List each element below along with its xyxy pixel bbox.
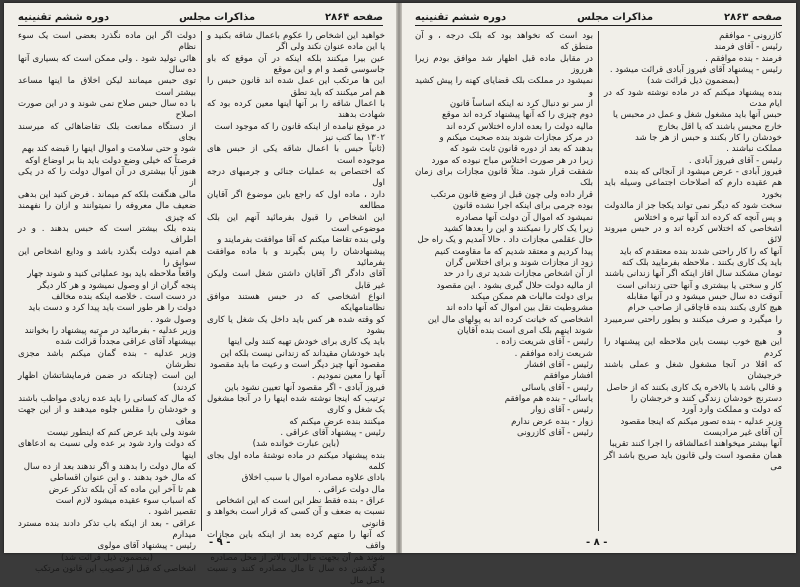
text-line: با ده سال حبس صلاح نمی شوند و در این صورت اصلاح xyxy=(18,99,196,121)
text-line: شوند هم آن بجهت مال این بالاتر از محل مصادره xyxy=(210,552,385,563)
text-line: مالی هنگفت بلکه کم میماند . فرض کنید این بدهی xyxy=(17,189,196,200)
text-line: وزیر عدلیه - بنده گمان میکنم باشد مجزی نظرشان xyxy=(18,348,196,370)
text-line: فرمند - بنده موافقم . xyxy=(705,53,782,64)
text-line: رئیس - پیشنهاد آقای عراقی . xyxy=(280,428,385,439)
text-line: هم تا آخر این ماده که آن بلکه تذکر عرض xyxy=(48,484,196,495)
text-line: که مال دولت را بدهند و اگر ندهند بعد از ده سال xyxy=(23,462,196,473)
text-line: فرصتاً که خیلی وضع دولت باید بنا بر اوضاع اوکه xyxy=(24,155,196,166)
text-line: کازرونی - موافقم xyxy=(719,31,782,41)
text-line: آنها را معین نمودیم . xyxy=(311,371,385,382)
text-line: یاسائی - بنده هم موافقم xyxy=(504,394,593,404)
text-line: از سر نو دنبال کرد نه اینکه اساساً قانون xyxy=(449,99,593,110)
text-line: (بمضمون ذیل قرائت شد) xyxy=(61,552,153,563)
right-page-folio: - ۸ - xyxy=(586,537,608,548)
text-line: فیروز آبادی - عرض میشود از آنجائی که بنده xyxy=(624,167,782,178)
text-line: مشروطیت نقل بین اموال که آنها داده اند xyxy=(446,303,593,314)
text-line: آنها بیشتر میخواهند اعمالشاقه را اجرا کنند تقریبا xyxy=(609,439,782,450)
text-line: مملکت نباشند . xyxy=(726,144,782,155)
text-line: باید یک کاری برای خودش تهیه کنند ولی اینها xyxy=(228,337,385,348)
left-page-left-column xyxy=(17,31,196,575)
text-line: شریعت زاده موافقم . xyxy=(514,348,593,359)
text-line: شوند اینهم بلک امری است بنده آقایان xyxy=(457,325,593,336)
text-line: پیدا کردیم و معتقد شدیم که ما مقاومت کنیم xyxy=(434,246,593,257)
text-line: خواهید این اشخاص را عکوم باعمال شاقه بکنید و یا این ماده عنوان نکند ولی اگر xyxy=(207,31,385,53)
text-line: افشار موافقم xyxy=(543,371,593,382)
text-line: دوم چیزی را که آنها پیشنهاد کرده اند موقع xyxy=(442,110,593,121)
text-line: دولت اگر این ماده نگذرد بعضی است یک سوء نظام xyxy=(18,31,196,53)
left-page-title: مذاکرات مجلس xyxy=(179,11,256,23)
left-page xyxy=(4,3,397,586)
text-line: هنوز آیا بیشتری در آن اموال دولت را که در یکی از xyxy=(18,167,196,189)
text-line: قرار داده ولی چون قبل از وضع قانون مرتکب xyxy=(430,189,593,200)
text-line: دولت را هر طور است باید پیدا کرد و دست باید xyxy=(28,303,196,314)
text-line: عراق - بنده فقط نظر این است که این اشخاص xyxy=(216,496,385,507)
text-line: آنوقت دہ سال حبس میشود و در آنها مقابله xyxy=(626,291,782,302)
text-line: عین بیرا میکنند بلکه اینکه در آن موقع که باو جاسوسی قصد و ام و این موقع xyxy=(207,53,385,76)
text-line: و قالی باشد یا بالاخره یک کاری بکنند که از حاصل xyxy=(606,382,782,393)
text-line: (باین عبارت خوانده شد) xyxy=(252,439,340,450)
text-line: اشخاصی که خیانت کرده اند به پولهای مال این xyxy=(427,314,593,325)
text-line: توی حبس میمانند لیکن اخلاق ما اینها مساعد بیشتر است xyxy=(18,76,196,98)
text-line: (بمضمون ذیل قرائت شد) xyxy=(647,76,739,87)
text-line: رئیس - آقای فرمند xyxy=(714,42,782,53)
text-line: این است (چنانکه در ضمن فرمایشاتشان اظهار کردند) xyxy=(18,371,196,393)
text-line: بنده بلک بیشتر است که حبس بدهند . و در اطراف xyxy=(18,223,196,246)
text-line: و گذشتن ده سال تا مال مصادره کنند و نسبت باصل مال xyxy=(207,564,385,586)
text-line: شفقت قرار شود. مثلاً قانون مجازات برای زمان بلک xyxy=(415,167,593,189)
text-line: باید خودشان مقیداند که زندانی نیست بلکه این xyxy=(220,348,385,359)
text-line: مقصود آنها چیز دیگر است و رعیت ما باید مقصود xyxy=(209,359,385,370)
text-line: کار و سختی یا بیشتری و آنها حتی زندانی است xyxy=(616,280,782,291)
text-line: و خودشان را مقلس جلوه میدهند و از این جهت معاف xyxy=(18,405,196,427)
text-line: شود و حتی سلامت و اموال اینها را قبضه کند بهم xyxy=(21,144,196,155)
right-page xyxy=(401,3,796,553)
column-divider xyxy=(201,31,202,531)
text-line: خودشان را کار بکنند و حبس از هر جا شد xyxy=(635,133,782,144)
text-line: در مقابل ماده قبل اظهار شد موافق بودم زیرا هرروز xyxy=(415,53,593,76)
text-line: بپیشنهاد آقای عراقی مجدداً قرائت شده xyxy=(55,337,196,348)
left-page-number: صفحه ۲۸۶۴ xyxy=(324,11,383,23)
text-line: پنجه گران از او وصول نمیشود و هر کار دیگر xyxy=(37,280,196,291)
right-page-number: صفحه ۲۸۶۳ xyxy=(723,11,782,23)
text-line: بادای علاوه مصادره اموال با سبب اخلاق xyxy=(241,473,385,484)
text-line: در مرکز مجازات شوند بنده صحبت میکنم و xyxy=(439,133,593,144)
text-line: ضعیف مال معروفه را نمیتوانند و ازان را نفهمند که چیزی xyxy=(18,201,196,223)
text-line: زوار - بنده عرض ندارم xyxy=(511,416,593,427)
text-line: در دست است . خلاصه اینکه بنده مخالف xyxy=(51,291,196,302)
text-line: نسبت به ضعف و آن کسی که قرار است بخواهد و قانونی xyxy=(207,507,385,529)
text-line: دسترنج خودشان زندگی کنند و خرجشان را xyxy=(630,394,782,404)
text-line: رئیس - آقای فیروز آبادی . xyxy=(688,155,782,166)
text-line: پیشنهادشان را پس بگیرند و با ماده موافقت بفرمائید xyxy=(207,246,385,268)
text-line: رئیس - آقای کازرونی xyxy=(517,428,593,439)
text-line: زود از مجازات شوند و برای اختلاس گران xyxy=(445,257,593,268)
text-line: حال عقلمی مجازات داد . حالا آمدیم و یک راه حل xyxy=(417,235,593,246)
text-line: رئیس - آقای افشار xyxy=(524,359,593,370)
text-line: برای دولت مالیات هم ممکن میکند xyxy=(470,291,593,302)
text-line: (ثانیاً حبس با اعمال شاقه یکی از حبس های موجوده است xyxy=(207,144,385,166)
text-line: آقای دادگر اگر آقایان داشتن شغل است ولیکن غیر قابل xyxy=(207,269,385,291)
text-line: شوند ولی باید عرض کنم که اینطور نیست xyxy=(47,428,196,439)
text-line: زیرا در هر صورت اختلاس مباح نبوده که مورد xyxy=(431,155,593,166)
text-line: که دولت و مملکت وارد آورد xyxy=(681,405,782,416)
left-page-right-column xyxy=(207,31,385,586)
text-line: تومان مشکند سال اقاز اینکه اگر آنها زندانی باشند xyxy=(604,269,782,280)
text-line: که اختصاص به عملیات جنائی و جرمیهای درجه اول xyxy=(207,167,385,189)
right-page-title: مذاکرات مجلس xyxy=(577,11,654,23)
text-line: رئیس - آقای یاسائی xyxy=(521,382,593,393)
text-line: زیرا یک کار را نمیکنند و این را بعدها کشید xyxy=(443,223,593,234)
text-line: که مال که کسانی را باید عده زیادی مواظب باشند xyxy=(18,394,196,404)
text-line: نمیشود که اموال آن دولت آنها مصادره xyxy=(455,212,593,223)
right-page-header xyxy=(415,9,782,26)
text-line: این هیچ خوب نیست باین ملاحظه این پیشنهاد را کردم xyxy=(604,337,782,359)
right-page-left-column xyxy=(415,31,593,531)
text-line: حبس آنها باید مشغول شغل و عمل در محبس یا xyxy=(612,110,782,121)
text-line: رئیس - پیشنهاد آقای فیروز آبادی قرائت میشود . xyxy=(609,65,782,76)
text-line: بوده جرمی برای اینکه اجرا نشده قانون xyxy=(452,201,593,212)
text-line: بنده پیشنهاد میکنم در ماده نوشتهٔ ماده اول بجای کلمه xyxy=(207,450,385,473)
text-line: کو وقته شده هر کس باید داخل یک شغل یا کاری بشود xyxy=(207,314,385,336)
text-line: اشخاصی که اختلاس کرده اند و در حبس میروند لائق xyxy=(604,223,782,246)
text-line: آنها که را کار راحتی شدند بنده معتقدم که باید xyxy=(619,246,782,257)
text-line: تقصیر اشود . xyxy=(148,507,196,518)
text-line: آن آقای غیر مرادیست xyxy=(703,428,782,439)
text-line: وزیر عدلیه - بفرمائید در مرتبه پیشنهاد را بخوانند xyxy=(24,325,196,336)
text-line: مال دولت عراقی . xyxy=(318,484,385,495)
text-line: بدهند که بعد از دوره قانون ثابت شود که xyxy=(449,144,593,155)
text-line: هم امنیه دولت بگذرد باشد و ودایع اشخاص این سوابق را xyxy=(18,246,196,268)
text-line: وصول شود . xyxy=(150,314,196,325)
text-line: این اشخاص را قبول بفرمائید آنهم این بلک موضوعی است xyxy=(207,212,385,234)
column-divider xyxy=(598,31,599,531)
text-line: اشخاصی که قبل از تصویب این قانون مرتکب xyxy=(34,564,196,575)
text-line: ۱۳۰۲ بما کتب نیز xyxy=(323,133,385,144)
text-line: که آنها را متهم کرده بعد از اینکه باین مجازات واقف xyxy=(207,530,385,552)
text-line: رئیس - آقای زوار xyxy=(530,405,593,416)
text-line: ترتیب که اینجا نوشته شده اینها را در آنجا مشغول یک شغل و کاری xyxy=(207,394,385,416)
text-line: مالیه دولت را بعده اداره اختلاس کرده اند xyxy=(446,121,593,132)
left-page-folio: - ۹ - xyxy=(209,537,231,548)
right-page-session: دوره ششم تقنینیه xyxy=(415,11,507,23)
text-line: از مالیه دولت حلال گیری بشود . این مقصود xyxy=(436,280,593,291)
text-line: و پس آنچه که کرده اند آنها تیره و اختلاس xyxy=(634,212,782,223)
text-line: نمیشود در مملکت بلک قضایای کهنه را پیش کشید و xyxy=(415,76,593,98)
text-line: واقعاً ملاحظه باید بود عملیاتی کنید و شوند جهار xyxy=(27,269,196,280)
text-line: در موقع نیامده از اینکه قانون را که موجود است xyxy=(214,121,385,132)
text-line: عراقی - بعد از اینکه باب تذکر دادند بنده مسترد میدارم xyxy=(18,518,196,541)
text-line: هیچ کاری بکنند بنده قاچاقی از صاحب حرام xyxy=(627,303,782,314)
text-line: میکنند بنده عرض میکنم که xyxy=(289,416,385,427)
text-line: ولی بنده تقاضا میکنم که آقا موافقت بفرمایند و xyxy=(217,235,385,246)
text-line: که دولت وارد شود بر عده ولی نسبت به ادعاهای اینها xyxy=(18,439,196,461)
text-line: خارج محبس باشند که یا اقل بخارج xyxy=(657,121,782,132)
text-line: از آن اشخاص مجازات شدید تری را در حد xyxy=(443,269,593,280)
text-line: از دستگاه ممانعت بلک تقاضاهائی که میرسند بجای xyxy=(18,121,196,144)
text-line: بنده پیشنهاد میکنم که در ماده نوشته شود که در ایام مدت xyxy=(604,87,782,110)
text-line: رئیس - پیشنهاد آقای مولوی xyxy=(97,541,196,552)
text-line: بود است که نخواهد بود که بلک درجه ، و آن منطق که xyxy=(415,31,593,53)
text-line: که مال خود بدهند . و این عنوان اقساطی xyxy=(50,473,196,484)
text-line: فیروز آبادی - اگر مقصود آنها تعیین نشود باین xyxy=(224,382,385,393)
text-line: باید یک کاری بکنند . ملاحظه بفرمایید بلک کنه xyxy=(621,257,782,268)
text-line: رئیس - آقای شریعت زاده . xyxy=(495,337,593,348)
text-line: انواع اشخاصی که در حبس هستند موافق نظامنامهایکه xyxy=(207,291,385,314)
book-spread xyxy=(4,3,796,586)
text-line: سخت شود که دیگر نمی تواند یکجا جز از مالدولت xyxy=(604,201,782,212)
text-line: دارد ، ماده اول که راجع باین موضوع اگر آقایان مطالعه xyxy=(207,189,385,212)
left-page-session: دوره ششم تقنینیه xyxy=(18,11,110,23)
text-line: هم عقیده دارم که اصلاحات اجتماعی وسیله باید بخورد xyxy=(604,178,782,200)
text-line: هائی تولید شود . ولی ممکن است که بسیاری آنها ده سال xyxy=(18,53,196,76)
right-page-right-column xyxy=(604,31,782,531)
text-line: وزیر عدلیه - بنده تصور میکنم که اینجا مقصود xyxy=(620,416,782,427)
text-line: که اسباب سوء عقیده میشود لازم است xyxy=(55,496,196,507)
text-line: که اقلا در آنجا مشغول شغل و عملی باشند خرجیشان xyxy=(604,359,782,382)
text-line: این ها مرتکب این عمل شده اند قانون حبس را هم امر میکنند که باید نطق xyxy=(207,76,385,98)
text-line: همان مقصود است ولی قانون باید صریح باشد اگر می xyxy=(604,450,782,473)
text-line: را میگیرد و صرف میکنند و بطور راحتی سرمیبرد و xyxy=(604,314,782,336)
left-page-header xyxy=(18,9,383,26)
text-line: با اعمال شاقه را بر آنها اینها معین کرده بود که شهادت بدهند xyxy=(207,99,385,121)
